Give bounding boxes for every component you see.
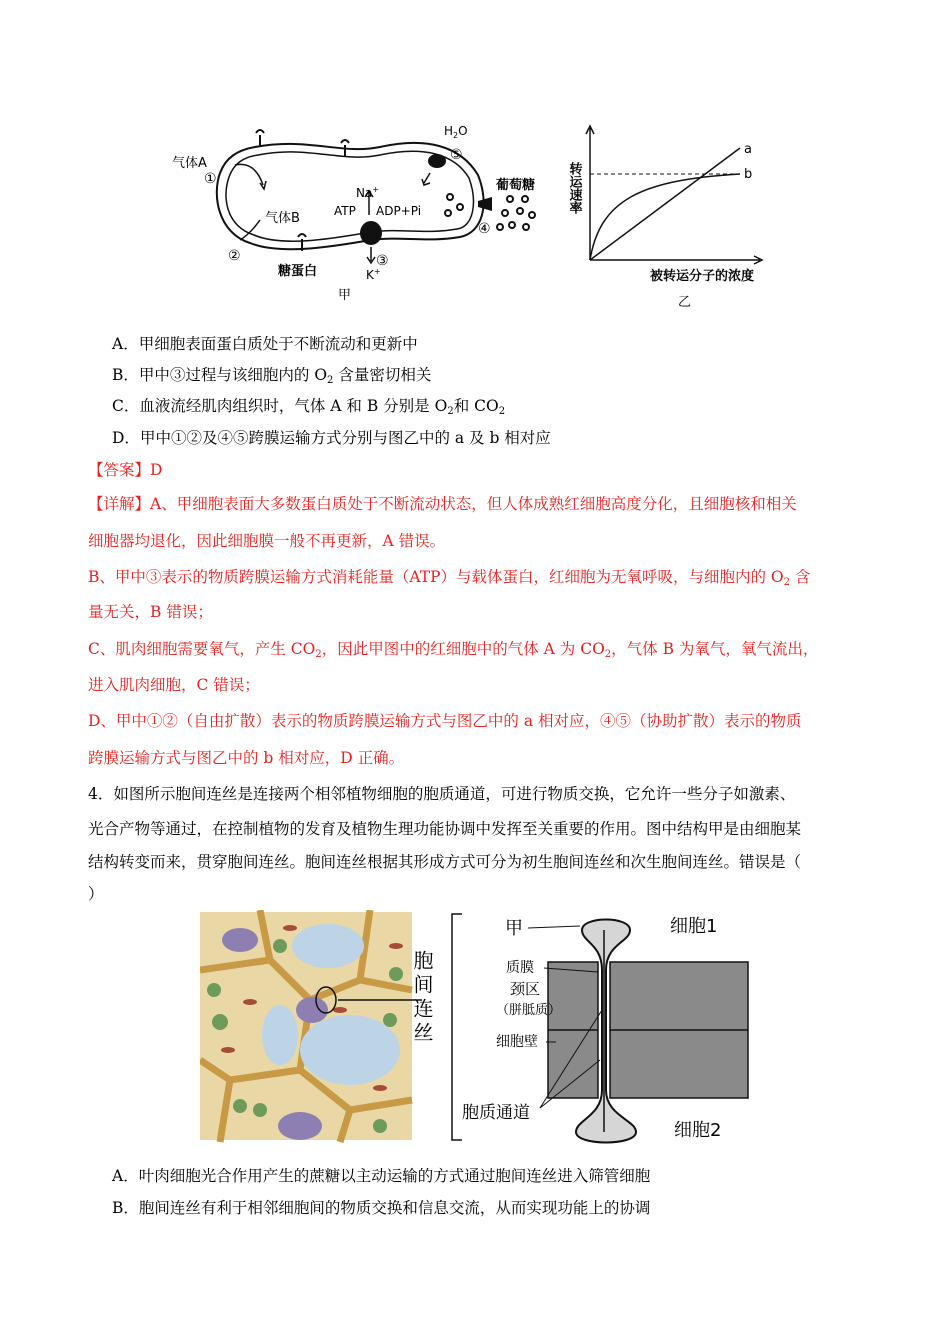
- label-n2: ②: [228, 248, 241, 264]
- label-adp: ADP+Pi: [376, 204, 422, 218]
- tissue-illustration: [200, 910, 412, 1142]
- label-glycoprotein: 糖蛋白: [278, 264, 318, 279]
- x-axis: [590, 256, 762, 264]
- label-na: Na+: [356, 185, 380, 200]
- label-h2o: $H_2O$: [444, 124, 468, 140]
- x-axis-label: 被转运分子的浓度: [650, 269, 755, 284]
- q4-line-1: 4．如图所示胞间连丝是连接两个相邻植物细胞的胞质通道，可进行物质交换，它允许一些分子如激素、: [88, 785, 796, 803]
- y-axis-label: 转运速率: [566, 162, 582, 214]
- label-gas-b: 气体B: [265, 211, 300, 226]
- figure-jia: [160, 115, 550, 315]
- detail-line-4: 量无关，B 错误；: [88, 603, 213, 621]
- label-curve-b: b: [744, 167, 753, 182]
- y-axis: [586, 126, 594, 260]
- answer: 【答案】D: [88, 461, 163, 479]
- q3-option-c: C．血液流经肌肉组织时，气体 A 和 B 分别是 $O_2$和 $CO_2$: [112, 397, 506, 417]
- detail-line-8: 跨膜运输方式与图乙中的 b 相对应，D 正确。: [88, 749, 405, 767]
- label-cell1: 细胞1: [670, 916, 718, 937]
- q4-line-3: 结构转变而来，贯穿胞间连丝。胞间连丝根据其形成方式可分为初生胞间连丝和次生胞间连丝。错误是（: [88, 853, 802, 871]
- q4-option-b: B．胞间连丝有利于相邻细胞间的物质交换和信息交流，从而实现功能上的协调: [112, 1199, 651, 1217]
- detail-line-3: B、甲中③表示的物质跨膜运输方式消耗能量（ATP）与载体蛋白，红细胞为无氧呼吸，与细胞内的 $O_2$ 含: [88, 568, 811, 588]
- label-atp: ATP: [334, 204, 356, 218]
- label-membrane: 质膜: [506, 960, 534, 976]
- q3-option-d: D．甲中①②及④⑤跨膜运输方式分别与图乙中的 a 及 b 相对应: [112, 429, 551, 447]
- label-jia: 甲: [505, 918, 523, 939]
- label-cell2: 细胞2: [674, 1120, 722, 1141]
- detail-line-7: D、甲中①②（自由扩散）表示的物质跨膜运输方式与图乙中的 a 相对应，④⑤（协助扩散）表示的物质: [88, 712, 802, 730]
- q4-line-2: 光合产物等通过，在控制植物的发育及植物生理功能协调中发挥至关重要的作用。图中结构甲是由细胞某: [88, 820, 802, 838]
- label-channel: 胞质通道: [462, 1103, 530, 1123]
- q4-line-4: ）: [88, 885, 104, 903]
- caption-jia: 甲: [338, 288, 352, 303]
- figure-yi: [560, 120, 780, 315]
- label-n4: ④: [478, 221, 491, 237]
- detail-line-5: C、肌肉细胞需要氧气，产生 $CO_2$，因此甲图中的红细胞中的气体 A 为 $CO_2$，气体 B 为氧气，氧气流出，: [88, 640, 819, 660]
- q3-option-b: B．甲中③过程与该细胞内的 $O_2$ 含量密切相关: [112, 366, 432, 386]
- label-plasmodesmata: 胞间连丝: [410, 950, 434, 1046]
- label-gas-a: 气体A: [172, 156, 207, 171]
- label-wall: 细胞壁: [496, 1034, 538, 1050]
- label-neck-sub: （胼胝质）: [496, 1003, 562, 1018]
- q4-option-a: A．叶肉细胞光合作用产生的蔗糖以主动运输的方式通过胞间连丝进入筛管细胞: [112, 1167, 651, 1185]
- caption-yi: 乙: [678, 295, 692, 310]
- curve-a: [590, 148, 740, 260]
- curve-b: [590, 174, 740, 260]
- label-n5: ⑤: [450, 147, 463, 163]
- detail-line-2: 细胞器均退化，因此细胞膜一般不再更新，A 错误。: [88, 532, 446, 550]
- label-k: K+: [366, 267, 381, 282]
- detail-line-6: 进入肌肉细胞，C 错误；: [88, 676, 260, 694]
- label-glucose: 葡萄糖: [496, 178, 536, 193]
- label-neck: 颈区: [510, 980, 541, 998]
- label-n1: ①: [204, 171, 217, 187]
- detail-line-1: 【详解】A、甲细胞表面大多数蛋白质处于不断流动状态，但人体成熟红细胞高度分化，且细胞核和相关: [88, 495, 797, 513]
- label-n3: ③: [376, 253, 389, 269]
- label-curve-a: a: [744, 142, 752, 157]
- figure-plasmodesmata: [200, 910, 760, 1145]
- q3-option-a: A．甲细胞表面蛋白质处于不断流动和更新中: [112, 335, 418, 353]
- bracket: [452, 914, 462, 1140]
